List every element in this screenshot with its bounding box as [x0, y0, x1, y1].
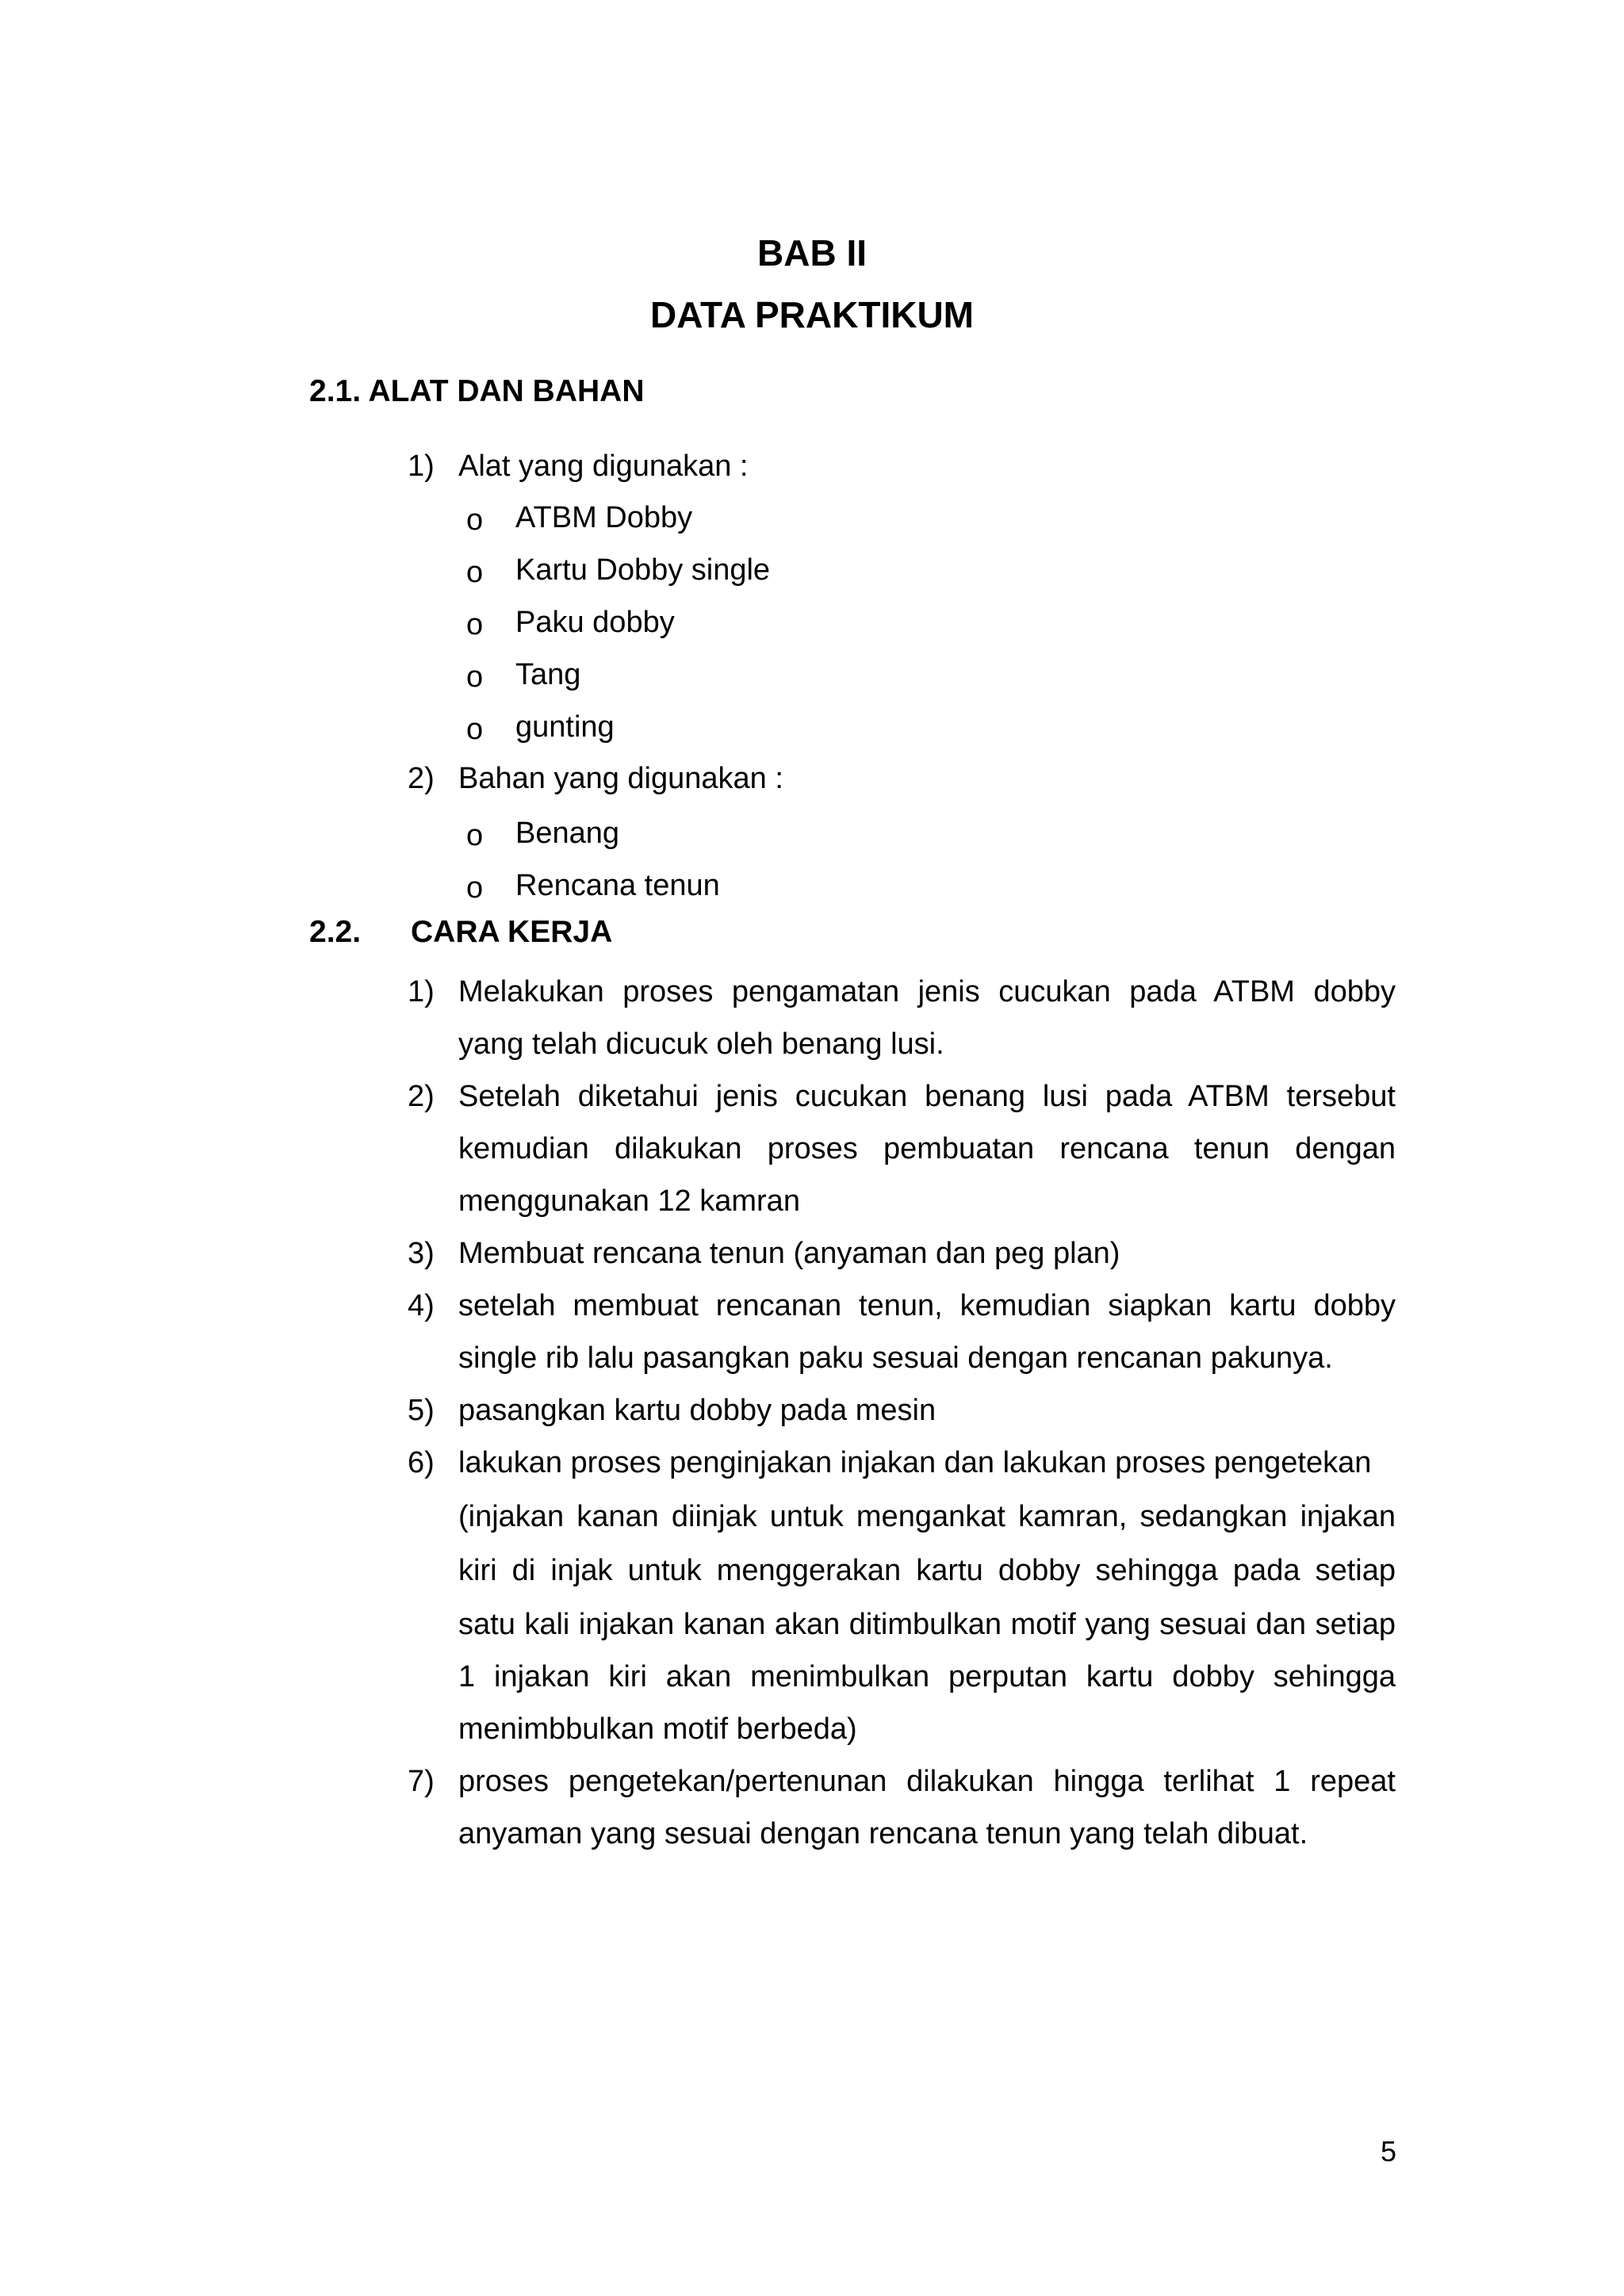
sub-list-item: Tang [515, 658, 581, 691]
section-title: CARA KERJA [411, 915, 613, 949]
bullet-icon: o [466, 503, 484, 537]
chapter-number: BAB II [757, 232, 867, 274]
section-number: 2.2. [309, 915, 362, 949]
bullet-icon: o [466, 819, 484, 852]
list-item-label: Bahan yang digunakan : [458, 762, 783, 795]
bullet-icon: o [466, 713, 484, 746]
step-text-line: menggunakan 12 kamran [458, 1184, 800, 1218]
step-text-line: menimbbulkan motif berbeda) [458, 1712, 857, 1746]
step-marker: 6) [408, 1446, 435, 1479]
step-text-line: 1 injakan kiri akan menimbulkan perputan kartu dobby sehingga [458, 1660, 1396, 1693]
step-text-line: satu kali injakan kanan akan ditimbulkan motif yang sesuai dan setiap [458, 1608, 1396, 1641]
step-marker: 4) [408, 1289, 435, 1322]
bullet-icon: o [466, 608, 484, 641]
step-text-line: setelah membuat rencanan tenun, kemudian siapkan kartu dobby [458, 1289, 1396, 1322]
step-text-line: lakukan proses penginjakan injakan dan lakukan proses pengetekan [458, 1446, 1372, 1479]
step-marker: 7) [408, 1765, 435, 1798]
step-text-line: Melakukan proses pengamatan jenis cucukan pada ATBM dobby [458, 975, 1396, 1008]
step-marker: 5) [408, 1394, 435, 1427]
list-marker: 2) [408, 762, 435, 795]
bullet-icon: o [466, 556, 484, 589]
chapter-title: DATA PRAKTIKUM [650, 294, 974, 335]
sub-list-item: Rencana tenun [515, 869, 720, 902]
list-marker: 1) [408, 450, 435, 483]
sub-list-item: Paku dobby [515, 606, 675, 639]
step-text-line: kiri di injak untuk menggerakan kartu dobby sehingga pada setiap [458, 1554, 1396, 1587]
step-text-line: single rib lalu pasangkan paku sesuai dengan rencanan pakunya. [458, 1341, 1333, 1375]
step-marker: 1) [408, 975, 435, 1008]
step-text-line: Membuat rencana tenun (anyaman dan peg plan) [458, 1237, 1120, 1270]
step-text-line: kemudian dilakukan proses pembuatan rencana tenun dengan [458, 1132, 1396, 1165]
step-text-line: proses pengetekan/pertenunan dilakukan hingga terlihat 1 repeat [458, 1765, 1396, 1798]
sub-list-item: gunting [515, 710, 615, 744]
step-text-line: pasangkan kartu dobby pada mesin [458, 1394, 936, 1427]
step-text-line: (injakan kanan diinjak untuk mengankat kamran, sedangkan injakan [458, 1500, 1396, 1533]
step-text-line: anyaman yang sesuai dengan rencana tenun yang telah dibuat. [458, 1817, 1308, 1850]
sub-list-item: Benang [515, 817, 620, 850]
step-marker: 2) [408, 1080, 435, 1113]
page-number: 5 [1380, 2135, 1396, 2168]
section-heading-cara-kerja [309, 916, 612, 947]
step-text-line: Setelah diketahui jenis cucukan benang lusi pada ATBM tersebut [458, 1080, 1396, 1113]
step-text-line: yang telah dicucuk oleh benang lusi. [458, 1027, 944, 1061]
section-heading-alat-bahan: 2.1. ALAT DAN BAHAN [309, 374, 645, 408]
step-marker: 3) [408, 1237, 435, 1270]
bullet-icon: o [466, 871, 484, 905]
sub-list-item: Kartu Dobby single [515, 553, 771, 587]
list-item-label: Alat yang digunakan : [458, 450, 749, 483]
sub-list-item: ATBM Dobby [515, 501, 693, 534]
bullet-icon: o [466, 660, 484, 694]
